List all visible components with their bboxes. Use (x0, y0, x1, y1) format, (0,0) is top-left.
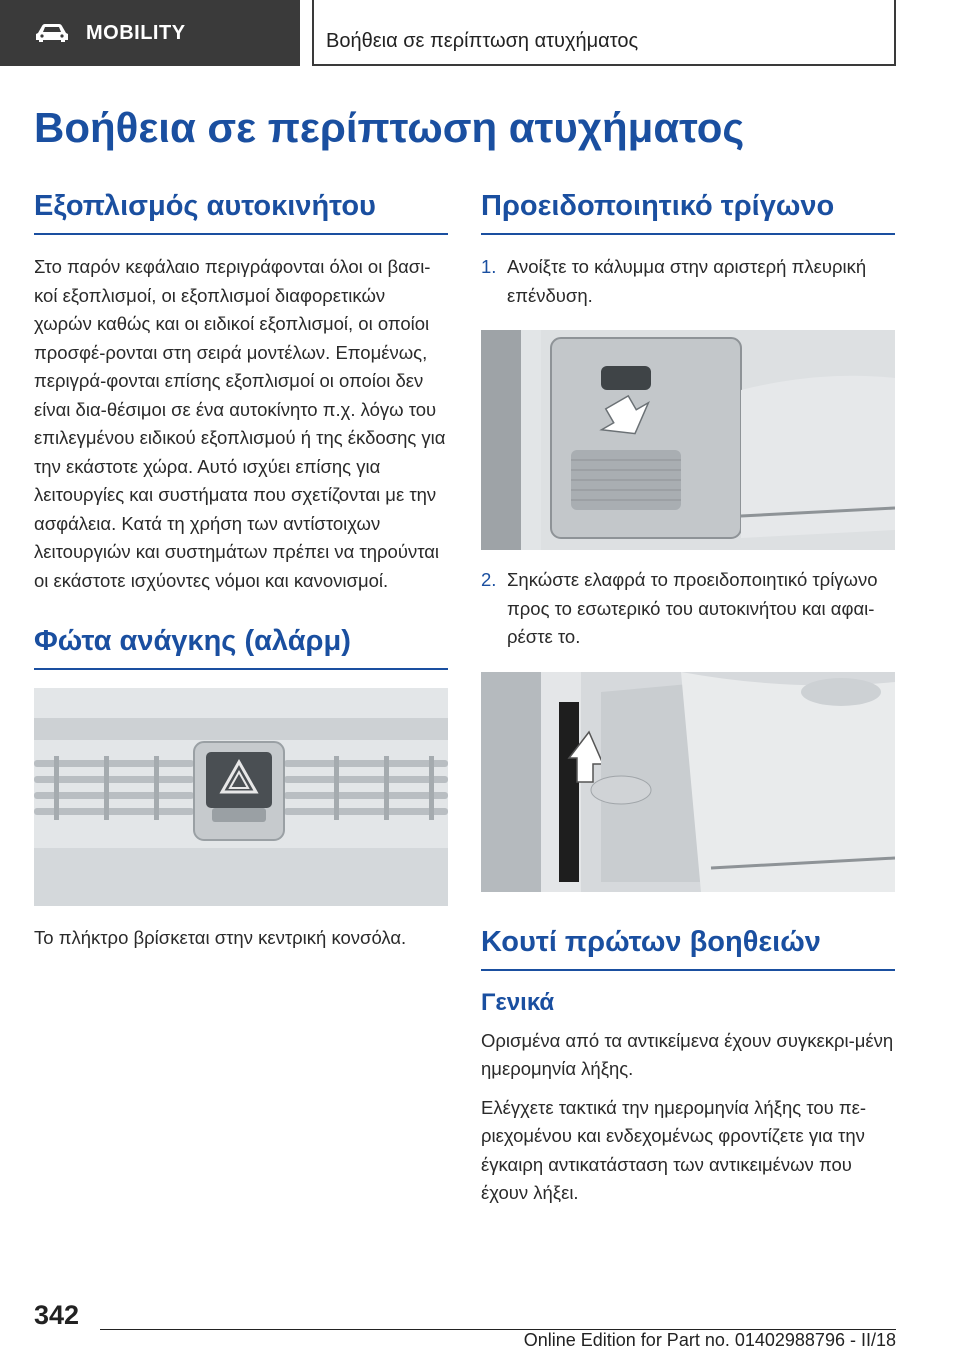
section-label: MOBILITY (86, 21, 186, 44)
trunk-triangle-illustration (481, 672, 895, 892)
step-1 (481, 253, 895, 310)
first-aid-subheading: Γενικά (481, 988, 555, 1016)
triangle-steps (481, 253, 895, 310)
running-title: Βοήθεια σε περίπτωση ατυχήματος (312, 0, 896, 66)
step-text: Σηκώστε ελαφρά το προειδοποιητικό τρίγωνο προς το εσωτερικό του αυτοκινήτου και αφαι-ρέστε το. (507, 569, 878, 647)
step-2 (481, 566, 895, 652)
triangle-removal-figure (481, 672, 895, 892)
equipment-text: Στο παρόν κεφάλαιο περιγράφονται όλοι οι βασι-κοί εξοπλισμοί, οι εξοπλισμοί διαφορετικών χωρών καθώς και οι ειδικοί εξοπλισμοί, οι οποίοι προσφέ-ρονται στη σειρά μοντέλων. Επομένως, περιγρά-φονται επίσης εξοπλισμοί οι οποίοι δεν είναι δια-θέσιμοι σε ένα αυτοκίνητο π.χ. λόγω του επιλεγμένου ειδικού εξοπλισμού ή της έκδοσης για την εκάστοτε χώρα. Αυτό ισχύει επίσης για λειτουργίες και συστήματα που σχετίζονται με την ασφάλεια. Κατά τη χρήση των αντίστοιχων λειτουργιών και συστημάτων πρέπει να τηρούνται οι εκάστοτε ισχύοντες νόμοι και κανονισμοί. (34, 256, 446, 591)
step-text: Ανοίξτε το κάλυμμα στην αριστερή πλευρική επένδυση. (507, 256, 867, 306)
step-number: 2. (481, 569, 497, 590)
page-title: Βοήθεια σε περίπτωση ατυχήματος (34, 104, 745, 151)
step-number: 1. (481, 256, 497, 277)
first-aid-para-1: Ορισμένα από τα αντικείμενα έχουν συγκεκρι-μένη ημερομηνία λήξης. (481, 1029, 894, 1079)
right-column (481, 190, 895, 1208)
page-number: 342 (34, 1300, 80, 1330)
left-column (34, 190, 448, 952)
edition-note: Online Edition for Part no. 01402988796 - II/18 (523, 1330, 896, 1350)
equipment-heading: Εξοπλισμός αυτοκινήτου (34, 190, 448, 235)
page-header (0, 0, 960, 66)
hazard-button-figure (34, 688, 448, 906)
first-aid-para-2: Ελέγχετε τακτικά την ημερομηνία λήξης του πε-ριεχομένου και ενδεχομένως φροντίζετε για την έγκαιρη αντικατάσταση των αντικειμένων που έχουν λήξει. (481, 1096, 867, 1203)
section-tab (0, 0, 300, 66)
hazard-caption: Το πλήκτρο βρίσκεται στην κεντρική κονσόλα. (34, 927, 407, 948)
trunk-cover-illustration (481, 330, 895, 550)
hazard-button-illustration (34, 688, 448, 906)
first-aid-heading: Κουτί πρώτων βοηθειών (481, 926, 895, 971)
car-icon (34, 23, 70, 43)
triangle-cover-figure (481, 330, 895, 550)
triangle-heading: Προειδοποιητικό τρίγωνο (481, 190, 895, 235)
hazard-heading: Φώτα ανάγκης (αλάρμ) (34, 625, 448, 670)
triangle-steps-2 (481, 566, 895, 652)
